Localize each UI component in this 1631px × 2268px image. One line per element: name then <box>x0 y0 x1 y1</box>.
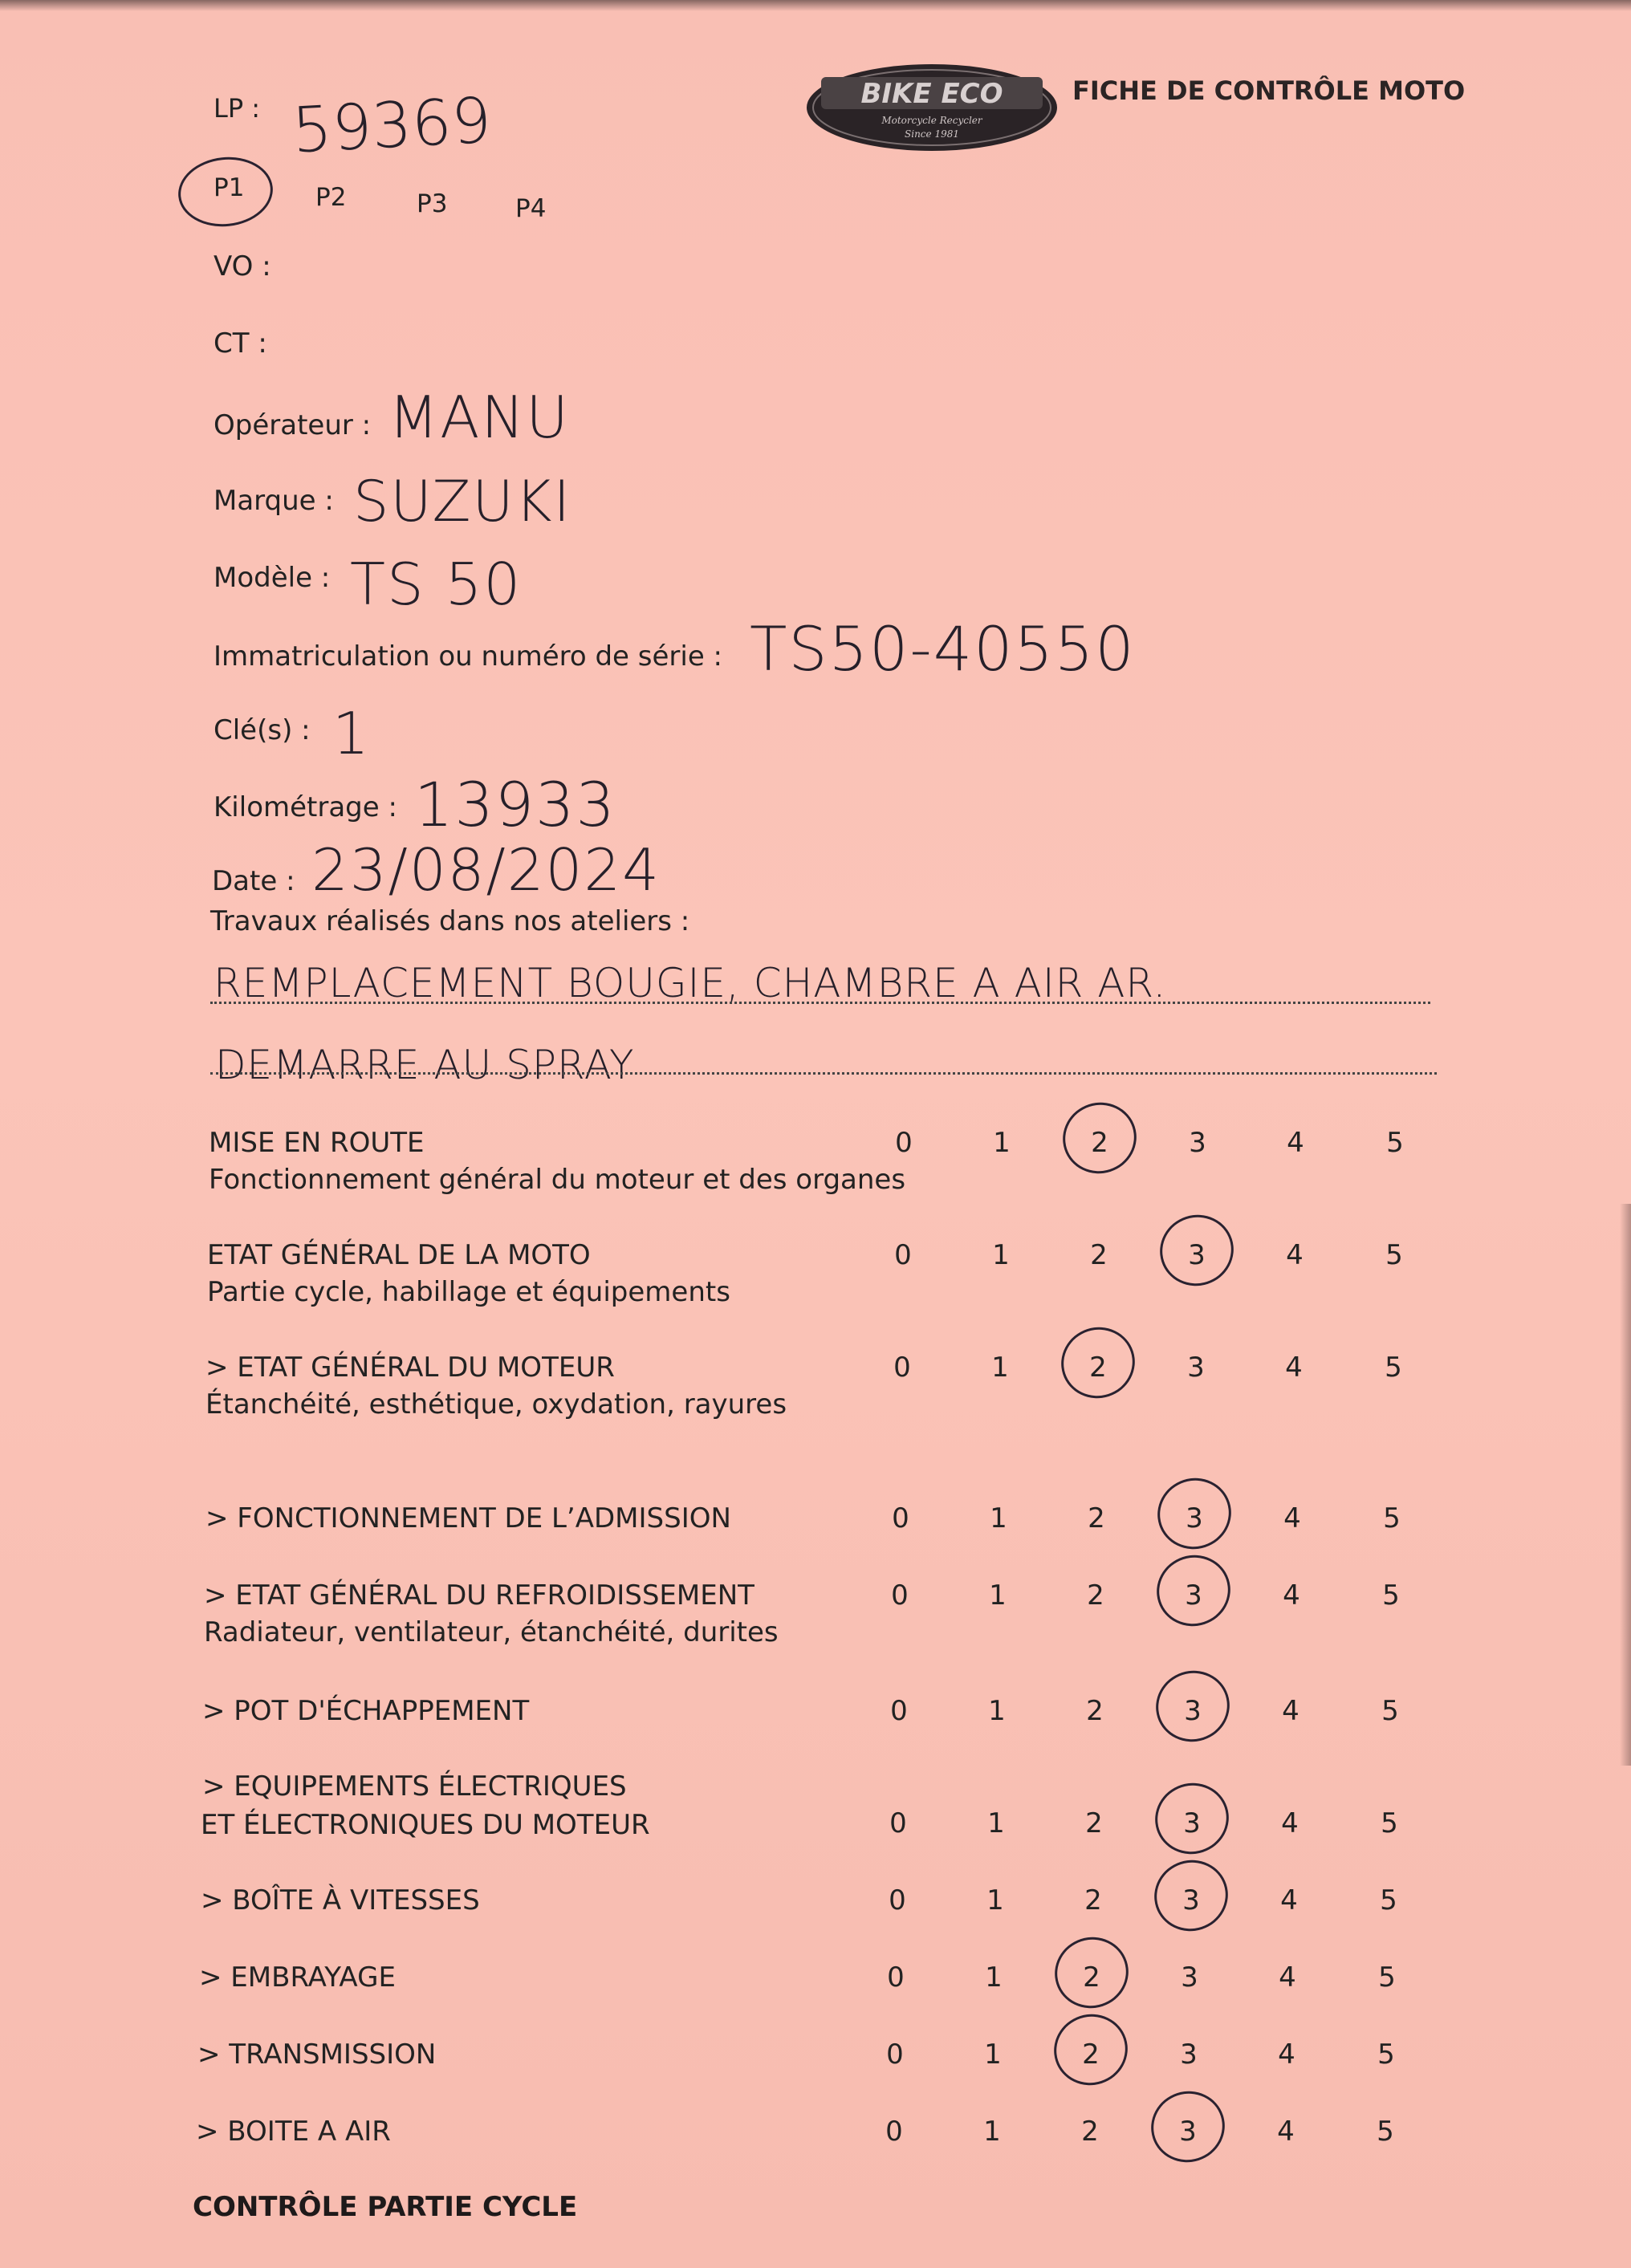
works-dotted-line-1 <box>210 1002 1430 1004</box>
section-title-cycle: CONTRÔLE PARTIE CYCLE <box>193 2191 578 2223</box>
criterion-title-5: > ETAT GÉNÉRAL DU REFROIDISSEMENT <box>204 1579 754 1612</box>
criterion-subtitle-5: Radiateur, ventilateur, étanchéité, durites <box>204 1616 779 1648</box>
score-3-1: 1 <box>991 1351 1009 1384</box>
score-circle-6 <box>1147 1661 1239 1751</box>
score-2-1: 1 <box>992 1239 1010 1271</box>
score-7-3: 3 <box>1183 1807 1201 1839</box>
score-4-3: 3 <box>1186 1502 1203 1534</box>
registration-label: Immatriculation ou numéro de série : <box>214 640 722 673</box>
score-circle-3 <box>1052 1318 1145 1408</box>
score-circle-8 <box>1145 1851 1238 1941</box>
score-10-2: 2 <box>1082 2038 1100 2071</box>
lp-value: 59369 <box>290 84 494 168</box>
position-p2: P2 <box>315 183 347 212</box>
score-4-1: 1 <box>990 1502 1007 1534</box>
criterion-title-3: > ETAT GÉNÉRAL DU MOTEUR <box>205 1351 615 1384</box>
svg-text:Since 1981: Since 1981 <box>905 128 959 140</box>
score-1-0: 0 <box>895 1127 913 1159</box>
score-3-4: 4 <box>1285 1351 1303 1384</box>
score-10-0: 0 <box>886 2038 904 2071</box>
score-2-5: 5 <box>1385 1239 1403 1271</box>
criterion-subtitle-3: Étanchéité, esthétique, oxydation, rayures <box>205 1388 787 1421</box>
score-2-2: 2 <box>1090 1239 1108 1271</box>
bike-eco-logo <box>805 63 1059 152</box>
date-label: Date : <box>212 865 295 897</box>
score-circle-11 <box>1142 2082 1234 2172</box>
score-2-4: 4 <box>1286 1239 1304 1271</box>
svg-text:BIKE ECO: BIKE ECO <box>860 78 1003 110</box>
score-9-5: 5 <box>1378 1961 1396 1994</box>
score-4-4: 4 <box>1283 1502 1301 1534</box>
score-7-5: 5 <box>1381 1807 1398 1839</box>
score-1-5: 5 <box>1386 1127 1404 1159</box>
criterion-title-10: > TRANSMISSION <box>197 2038 437 2071</box>
top-shadow <box>0 0 1631 11</box>
keys-value: 1 <box>332 700 371 767</box>
position-p1: P1 <box>214 173 245 202</box>
operator-label: Opérateur : <box>214 409 372 441</box>
model-value: TS 50 <box>350 551 523 618</box>
criterion-title-9: > EMBRAYAGE <box>199 1961 396 1994</box>
score-5-0: 0 <box>891 1579 909 1612</box>
score-circle-7 <box>1146 1774 1239 1864</box>
position-p4: P4 <box>515 194 547 223</box>
score-5-3: 3 <box>1185 1579 1202 1612</box>
score-8-1: 1 <box>986 1884 1004 1916</box>
score-7-2: 2 <box>1085 1807 1103 1839</box>
ct-label: CT : <box>214 327 267 360</box>
score-11-0: 0 <box>885 2116 903 2148</box>
score-3-3: 3 <box>1187 1351 1205 1384</box>
score-circle-4 <box>1149 1469 1241 1559</box>
score-1-1: 1 <box>993 1127 1011 1159</box>
score-circle-2 <box>1151 1205 1243 1295</box>
score-4-0: 0 <box>892 1502 909 1534</box>
score-9-1: 1 <box>985 1961 1003 1994</box>
score-9-4: 4 <box>1279 1961 1296 1994</box>
position-p3: P3 <box>417 189 448 218</box>
score-5-2: 2 <box>1087 1579 1104 1612</box>
score-3-2: 2 <box>1089 1351 1107 1384</box>
mileage-value: 13933 <box>414 769 616 840</box>
score-4-2: 2 <box>1088 1502 1105 1534</box>
score-11-1: 1 <box>983 2116 1001 2148</box>
score-5-1: 1 <box>989 1579 1007 1612</box>
criterion-title-8: > BOÎTE À VITESSES <box>201 1884 480 1916</box>
score-1-4: 4 <box>1287 1127 1304 1159</box>
registration-value: TS50-40550 <box>750 613 1136 685</box>
score-circle-9 <box>1046 1928 1138 2018</box>
position-p1-circle <box>175 152 276 231</box>
score-6-4: 4 <box>1282 1695 1300 1727</box>
score-5-5: 5 <box>1382 1579 1400 1612</box>
keys-label: Clé(s) : <box>214 714 311 746</box>
score-10-5: 5 <box>1377 2038 1395 2071</box>
score-11-4: 4 <box>1277 2116 1295 2148</box>
score-6-5: 5 <box>1381 1695 1399 1727</box>
model-label: Modèle : <box>214 562 331 594</box>
score-10-3: 3 <box>1180 2038 1198 2071</box>
svg-text:Motorcycle Recycler: Motorcycle Recycler <box>881 115 982 126</box>
score-8-2: 2 <box>1084 1884 1102 1916</box>
score-circle-10 <box>1045 2005 1137 2095</box>
score-8-5: 5 <box>1380 1884 1397 1916</box>
criterion-title-2: ETAT GÉNÉRAL DE LA MOTO <box>207 1239 591 1271</box>
score-1-3: 3 <box>1189 1127 1206 1159</box>
works-dotted-line-2 <box>210 1072 1437 1075</box>
score-6-2: 2 <box>1086 1695 1104 1727</box>
score-8-0: 0 <box>889 1884 906 1916</box>
criterion-title-11: > BOITE A AIR <box>196 2116 391 2148</box>
criterion-title-4: > FONCTIONNEMENT DE L’ADMISSION <box>205 1502 731 1534</box>
criterion-subtitle-1: Fonctionnement général du moteur et des organes <box>209 1164 906 1196</box>
score-10-4: 4 <box>1278 2038 1295 2071</box>
score-1-2: 2 <box>1091 1127 1108 1159</box>
score-7-4: 4 <box>1281 1807 1299 1839</box>
score-11-2: 2 <box>1081 2116 1099 2148</box>
score-circle-5 <box>1148 1546 1240 1636</box>
score-9-2: 2 <box>1083 1961 1100 1994</box>
score-4-5: 5 <box>1383 1502 1401 1534</box>
score-7-0: 0 <box>889 1807 907 1839</box>
score-2-0: 0 <box>894 1239 912 1271</box>
form-title: FICHE DE CONTRÔLE MOTO <box>1072 75 1466 106</box>
score-5-4: 4 <box>1283 1579 1300 1612</box>
works-label: Travaux réalisés dans nos ateliers : <box>210 905 690 937</box>
score-8-3: 3 <box>1182 1884 1200 1916</box>
brand-value: SUZUKI <box>353 469 572 534</box>
score-3-5: 5 <box>1385 1351 1402 1384</box>
criterion-title-7: > EQUIPEMENTS ÉLECTRIQUES <box>202 1770 627 1803</box>
criterion-subtitle-2: Partie cycle, habillage et équipements <box>207 1276 730 1308</box>
score-7-1: 1 <box>987 1807 1005 1839</box>
date-value: 23/08/2024 <box>311 836 661 904</box>
score-9-3: 3 <box>1181 1961 1198 1994</box>
score-circle-1 <box>1054 1093 1146 1183</box>
criterion-subtitle-7: ET ÉLECTRONIQUES DU MOTEUR <box>201 1809 650 1841</box>
score-8-4: 4 <box>1280 1884 1298 1916</box>
score-2-3: 3 <box>1188 1239 1206 1271</box>
score-6-1: 1 <box>988 1695 1006 1727</box>
score-3-0: 0 <box>893 1351 911 1384</box>
criterion-title-6: > POT D'ÉCHAPPEMENT <box>202 1695 530 1727</box>
score-9-0: 0 <box>887 1961 905 1994</box>
right-edge-shadow <box>1620 1204 1631 1766</box>
lp-label: LP : <box>214 93 261 124</box>
mileage-label: Kilométrage : <box>214 791 397 823</box>
score-10-1: 1 <box>984 2038 1002 2071</box>
criterion-title-1: MISE EN ROUTE <box>209 1127 425 1159</box>
score-6-3: 3 <box>1184 1695 1202 1727</box>
brand-label: Marque : <box>214 485 334 517</box>
operator-value: MANU <box>388 384 570 451</box>
score-11-3: 3 <box>1179 2116 1197 2148</box>
vo-label: VO : <box>214 250 271 282</box>
score-6-0: 0 <box>890 1695 908 1727</box>
works-line-1: REMPLACEMENT BOUGIE, CHAMBRE A AIR AR. <box>214 960 1167 1006</box>
works-line-2: DEMARRE AU SPRAY <box>215 1042 635 1088</box>
score-11-5: 5 <box>1377 2116 1394 2148</box>
